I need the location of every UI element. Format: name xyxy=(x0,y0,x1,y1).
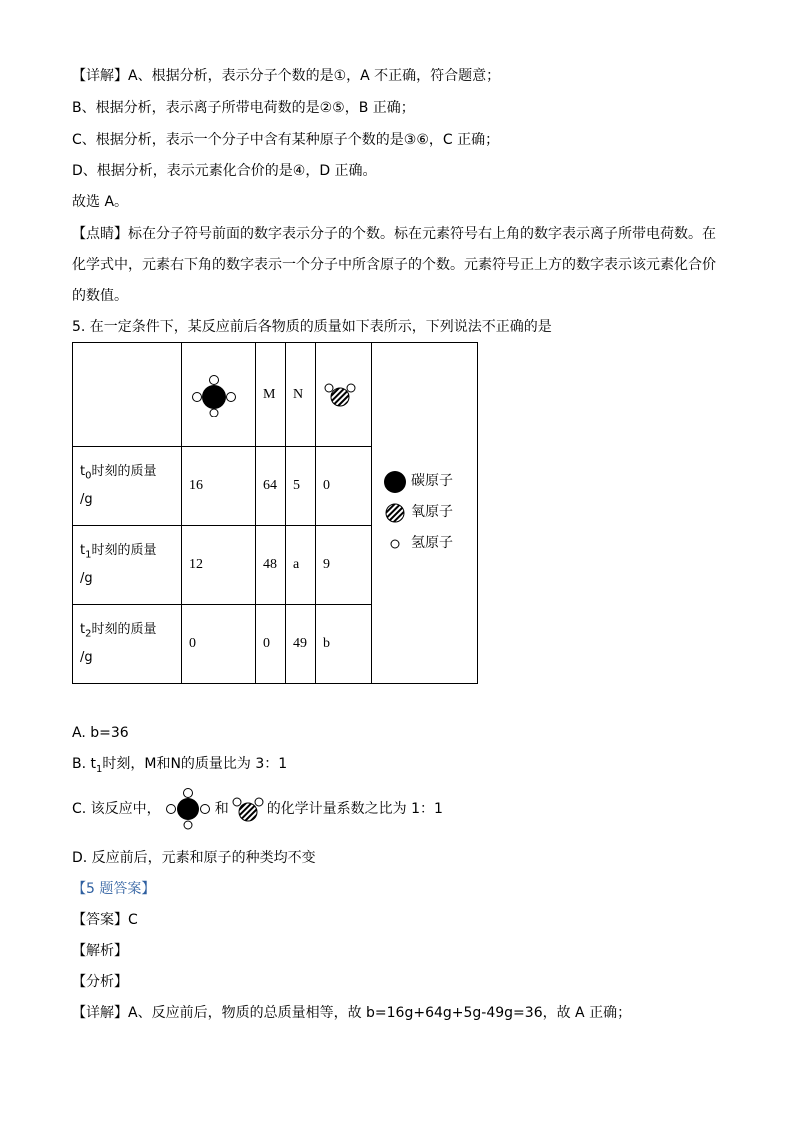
water-molecule-icon xyxy=(323,380,357,410)
table-cell: 9 xyxy=(316,526,372,605)
option-a: A. b=36 xyxy=(72,725,129,741)
header-m: M xyxy=(256,343,286,447)
header-methane-cell xyxy=(182,343,256,447)
detail-line: 【详解】A、反应前后，物质的总质量相等，故 b=16g+64g+5g-49g=36，故 A 正确； xyxy=(72,1005,632,1021)
row-label: $t_1$时刻的质量 /g xyxy=(73,526,182,605)
oxygen-atom-icon xyxy=(384,502,406,524)
legend-hydrogen xyxy=(379,529,477,560)
legend-hydrogen-label: 氢原子 xyxy=(411,536,453,551)
table-cell: 0 xyxy=(256,605,286,684)
detail-line-a: 【详解】A、根据分析，表示分子个数的是①，A 不正确，符合题意； xyxy=(72,68,501,84)
row-label: $t_0$时刻的质量 /g xyxy=(73,447,182,526)
legend-oxygen xyxy=(379,498,477,529)
answer-title: 【5 题答案】 xyxy=(72,881,156,897)
detail-line-d: D、根据分析，表示元素化合价的是④，D 正确。 xyxy=(72,163,377,179)
methane-molecule-icon xyxy=(165,787,211,831)
row-label: $t_2$时刻的质量 /g xyxy=(73,605,182,684)
option-d: D. 反应前后，元素和原子的种类均不变 xyxy=(72,850,316,866)
option-c: C. 该反应中， 和 的化学计量系数之比为 1：1 xyxy=(72,786,443,832)
carbon-atom-icon xyxy=(383,470,407,494)
analysis-heading: 【解析】 xyxy=(72,943,128,959)
legend-carbon-label: 碳原子 xyxy=(411,474,453,489)
legend-cell xyxy=(372,343,478,684)
tip-line-2: 化学式中，元素右下角的数字表示一个分子中所含原子的个数。元素符号正上方的数字表示该元素化合价 xyxy=(72,257,716,273)
table-cell: 5 xyxy=(286,447,316,526)
table-cell: 0 xyxy=(316,447,372,526)
legend-oxygen-label: 氧原子 xyxy=(411,505,453,520)
detail-line-c: C、根据分析，表示一个分子中含有某种原子个数的是③⑥，C 正确； xyxy=(72,132,500,148)
hydrogen-atom-icon xyxy=(389,538,401,550)
mass-table xyxy=(72,342,478,684)
table-cell: b xyxy=(316,605,372,684)
tip-line-3: 的数值。 xyxy=(72,288,128,304)
table-cell: 48 xyxy=(256,526,286,605)
water-molecule-icon xyxy=(231,794,265,824)
table-cell: 12 xyxy=(182,526,256,605)
methane-molecule-icon xyxy=(189,373,239,417)
choice-line: 故选 A。 xyxy=(72,194,129,210)
table-corner-cell xyxy=(73,343,182,447)
question-5-stem: 5. 在一定条件下，某反应前后各物质的质量如下表所示，下列说法不正确的是 xyxy=(72,319,552,335)
fenxi-heading: 【分析】 xyxy=(72,974,128,990)
answer-line: 【答案】C xyxy=(72,912,138,928)
tip-line-1: 【点睛】标在分子符号前面的数字表示分子的个数。标在元素符号右上角的数字表示离子所带电荷数。在 xyxy=(72,226,716,242)
table-cell: 64 xyxy=(256,447,286,526)
option-b: B. $t_1$时刻，M和N的质量比为 3：1 xyxy=(72,756,288,775)
detail-line-b: B、根据分析，表示离子所带电荷数的是②⑤，B 正确； xyxy=(72,100,415,116)
legend-carbon xyxy=(379,467,477,498)
header-n: N xyxy=(286,343,316,447)
table-cell: 49 xyxy=(286,605,316,684)
table-cell: 0 xyxy=(182,605,256,684)
table-cell: a xyxy=(286,526,316,605)
table-cell: 16 xyxy=(182,447,256,526)
header-water-cell xyxy=(316,343,372,447)
